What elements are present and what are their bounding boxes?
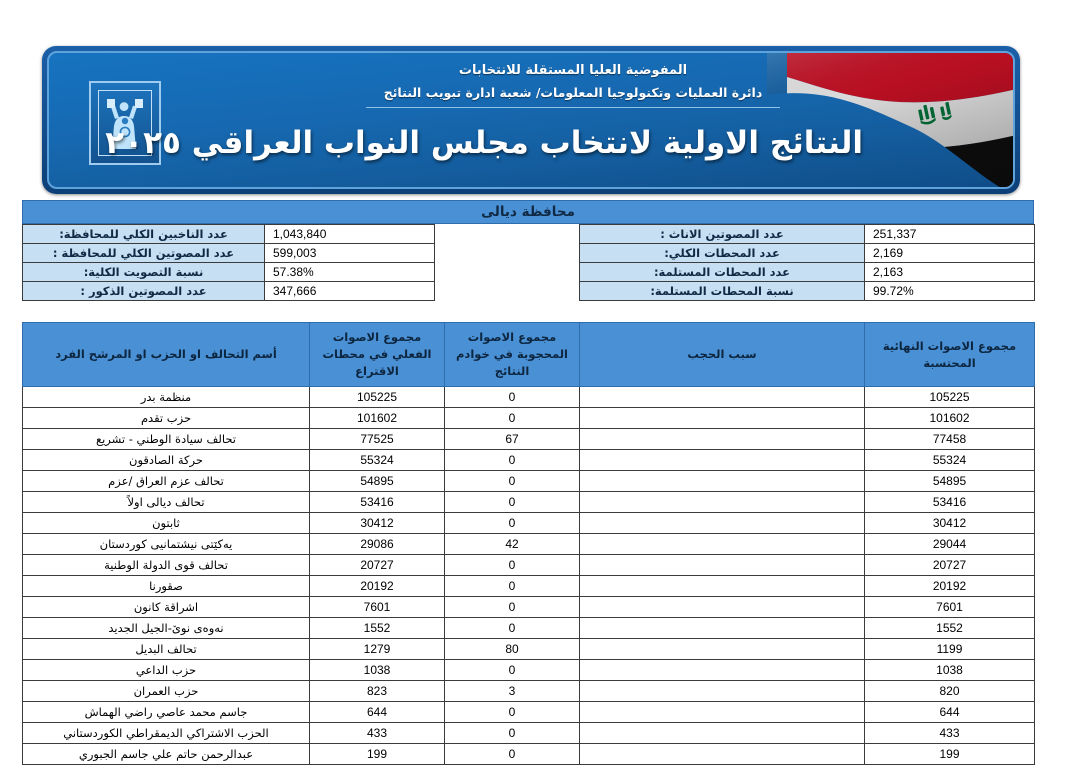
cell-withheld-votes: 0 [445, 408, 580, 429]
cell-entity-name: الحزب الاشتراكي الديمقراطي الكوردستاني [23, 723, 310, 744]
cell-withheld-votes: 0 [445, 744, 580, 765]
stat-label-turnout-rate: نسبة التصويت الكلية: [23, 263, 265, 282]
stat-value-male-voters: 347,666 [265, 282, 435, 301]
results-header-row [23, 323, 1035, 387]
stats-row [23, 263, 1035, 282]
cell-withhold-reason [580, 639, 865, 660]
cell-entity-name: ثابتون [23, 513, 310, 534]
cell-withhold-reason [580, 387, 865, 408]
cell-entity-name: تحالف سيادة الوطني - تشريع [23, 429, 310, 450]
cell-withhold-reason [580, 471, 865, 492]
table-row [23, 681, 1035, 702]
table-row [23, 702, 1035, 723]
cell-actual-votes: 7601 [310, 597, 445, 618]
cell-withhold-reason [580, 492, 865, 513]
cell-withhold-reason [580, 597, 865, 618]
cell-actual-votes: 55324 [310, 450, 445, 471]
cell-final-votes: 53416 [865, 492, 1035, 513]
cell-withhold-reason [580, 618, 865, 639]
stat-value-female-voters: 251,337 [865, 225, 1035, 244]
cell-final-votes: 55324 [865, 450, 1035, 471]
cell-final-votes: 433 [865, 723, 1035, 744]
cell-actual-votes: 105225 [310, 387, 445, 408]
cell-withheld-votes: 80 [445, 639, 580, 660]
cell-withhold-reason [580, 408, 865, 429]
cell-entity-name: اشراقة كانون [23, 597, 310, 618]
governorate-name: محافظة ديالى [481, 204, 575, 220]
stat-value-total-stations: 2,169 [865, 244, 1035, 263]
cell-final-votes: 20727 [865, 555, 1035, 576]
cell-entity-name: يەكێتى نيشتمانيى كوردستان [23, 534, 310, 555]
table-row [23, 429, 1035, 450]
column-header-entity-name: أسم التحالف او الحزب او المرشح الفرد [23, 323, 310, 387]
stats-row [23, 282, 1035, 301]
cell-withheld-votes: 0 [445, 702, 580, 723]
column-header-actual-votes: مجموع الاصوات الفعلي في محطات الاقتراع [310, 323, 445, 387]
cell-actual-votes: 54895 [310, 471, 445, 492]
cell-entity-name: حزب تقدم [23, 408, 310, 429]
cell-entity-name: جاسم محمد عاصي راضي الهماش [23, 702, 310, 723]
table-row [23, 408, 1035, 429]
cell-withheld-votes: 0 [445, 492, 580, 513]
cell-withhold-reason [580, 513, 865, 534]
statistics-table [22, 224, 1035, 301]
header-banner [42, 46, 1020, 194]
stat-value-received-rate: 99.72% [865, 282, 1035, 301]
cell-final-votes: 1038 [865, 660, 1035, 681]
cell-final-votes: 20192 [865, 576, 1035, 597]
cell-entity-name: تحالف ديالى اولاً [23, 492, 310, 513]
cell-withhold-reason [580, 534, 865, 555]
cell-final-votes: 30412 [865, 513, 1035, 534]
table-row [23, 492, 1035, 513]
cell-final-votes: 820 [865, 681, 1035, 702]
table-row [23, 534, 1035, 555]
stat-value-total-electors: 1,043,840 [265, 225, 435, 244]
stat-value-turnout-rate: 57.38% [265, 263, 435, 282]
table-row [23, 555, 1035, 576]
table-row [23, 618, 1035, 639]
stat-label-received-rate: نسبة المحطات المستلمة: [580, 282, 865, 301]
cell-withheld-votes: 67 [445, 429, 580, 450]
cell-final-votes: 7601 [865, 597, 1035, 618]
stat-value-received-stations: 2,163 [865, 263, 1035, 282]
cell-actual-votes: 29086 [310, 534, 445, 555]
cell-actual-votes: 1038 [310, 660, 445, 681]
cell-entity-name: حركة الصادقون [23, 450, 310, 471]
stat-label-total-voters: عدد المصوتين الكلي للمحافظة : [23, 244, 265, 263]
table-row [23, 387, 1035, 408]
cell-withhold-reason [580, 450, 865, 471]
cell-withheld-votes: 0 [445, 513, 580, 534]
cell-withheld-votes: 0 [445, 555, 580, 576]
cell-entity-name: حزب العمران [23, 681, 310, 702]
cell-entity-name: تحالف البديل [23, 639, 310, 660]
cell-actual-votes: 433 [310, 723, 445, 744]
cell-withhold-reason [580, 681, 865, 702]
stats-spacer [435, 225, 580, 244]
cell-entity-name: تحالف عزم العراق /عزم [23, 471, 310, 492]
stat-label-total-electors: عدد الناخبين الكلي للمحافظة: [23, 225, 265, 244]
cell-withhold-reason [580, 576, 865, 597]
table-row [23, 639, 1035, 660]
org-department-line: دائرة العمليات وتكنولوجيا المعلومات/ شعبة ادارة تبويب النتائج [366, 85, 781, 108]
cell-final-votes: 54895 [865, 471, 1035, 492]
table-row [23, 744, 1035, 765]
stat-value-total-voters: 599,003 [265, 244, 435, 263]
column-header-withhold-reason: سبب الحجب [580, 323, 865, 387]
stats-row [23, 244, 1035, 263]
header-org-text [283, 63, 863, 108]
governorate-title-bar [22, 200, 1034, 224]
cell-withheld-votes: 0 [445, 597, 580, 618]
cell-withhold-reason [580, 702, 865, 723]
cell-withheld-votes: 0 [445, 723, 580, 744]
stat-label-total-stations: عدد المحطات الكلي: [580, 244, 865, 263]
cell-actual-votes: 20192 [310, 576, 445, 597]
stats-spacer [435, 244, 580, 263]
cell-withheld-votes: 0 [445, 618, 580, 639]
stats-spacer [435, 263, 580, 282]
table-row [23, 576, 1035, 597]
cell-entity-name: صقورنا [23, 576, 310, 597]
cell-actual-votes: 53416 [310, 492, 445, 513]
table-row [23, 513, 1035, 534]
table-row [23, 723, 1035, 744]
cell-actual-votes: 77525 [310, 429, 445, 450]
cell-actual-votes: 823 [310, 681, 445, 702]
cell-withhold-reason [580, 429, 865, 450]
cell-withhold-reason [580, 723, 865, 744]
stats-row [23, 225, 1035, 244]
results-table [22, 322, 1035, 765]
org-name-line: المفوضية العليا المستقلة للانتخابات [458, 63, 688, 78]
cell-final-votes: 199 [865, 744, 1035, 765]
cell-final-votes: 105225 [865, 387, 1035, 408]
table-row [23, 450, 1035, 471]
cell-entity-name: حزب الداعي [23, 660, 310, 681]
cell-final-votes: 101602 [865, 408, 1035, 429]
stats-spacer [435, 282, 580, 301]
column-header-withheld-votes: مجموع الاصوات المحجوبة في خوادم النتائج [445, 323, 580, 387]
stat-label-female-voters: عدد المصوتين الاناث : [580, 225, 865, 244]
cell-withhold-reason [580, 555, 865, 576]
cell-withhold-reason [580, 660, 865, 681]
table-row [23, 471, 1035, 492]
cell-entity-name: منظمة بدر [23, 387, 310, 408]
stat-label-received-stations: عدد المحطات المستلمة: [580, 263, 865, 282]
cell-withheld-votes: 0 [445, 387, 580, 408]
cell-actual-votes: 101602 [310, 408, 445, 429]
cell-actual-votes: 20727 [310, 555, 445, 576]
cell-actual-votes: 199 [310, 744, 445, 765]
stat-label-male-voters: عدد المصوتين الذكور : [23, 282, 265, 301]
cell-withheld-votes: 3 [445, 681, 580, 702]
table-row [23, 597, 1035, 618]
column-header-final-votes: مجموع الاصوات النهائية المحتسبة [865, 323, 1035, 387]
cell-actual-votes: 1279 [310, 639, 445, 660]
cell-actual-votes: 30412 [310, 513, 445, 534]
cell-withhold-reason [580, 744, 865, 765]
cell-withheld-votes: 0 [445, 660, 580, 681]
cell-entity-name: تحالف قوى الدولة الوطنية [23, 555, 310, 576]
page-title: النتائج الاولية لانتخاب مجلس النواب العراقي ٢٠٢٥ [105, 125, 863, 161]
cell-entity-name: عبدالرحمن حاتم علي جاسم الجبوري [23, 744, 310, 765]
cell-final-votes: 1552 [865, 618, 1035, 639]
cell-withheld-votes: 0 [445, 450, 580, 471]
table-row [23, 660, 1035, 681]
cell-withheld-votes: 0 [445, 471, 580, 492]
cell-final-votes: 644 [865, 702, 1035, 723]
cell-entity-name: نەوەى نوێ-الجيل الجديد [23, 618, 310, 639]
cell-final-votes: 29044 [865, 534, 1035, 555]
cell-actual-votes: 644 [310, 702, 445, 723]
cell-withheld-votes: 42 [445, 534, 580, 555]
cell-final-votes: 1199 [865, 639, 1035, 660]
cell-final-votes: 77458 [865, 429, 1035, 450]
cell-actual-votes: 1552 [310, 618, 445, 639]
cell-withheld-votes: 0 [445, 576, 580, 597]
